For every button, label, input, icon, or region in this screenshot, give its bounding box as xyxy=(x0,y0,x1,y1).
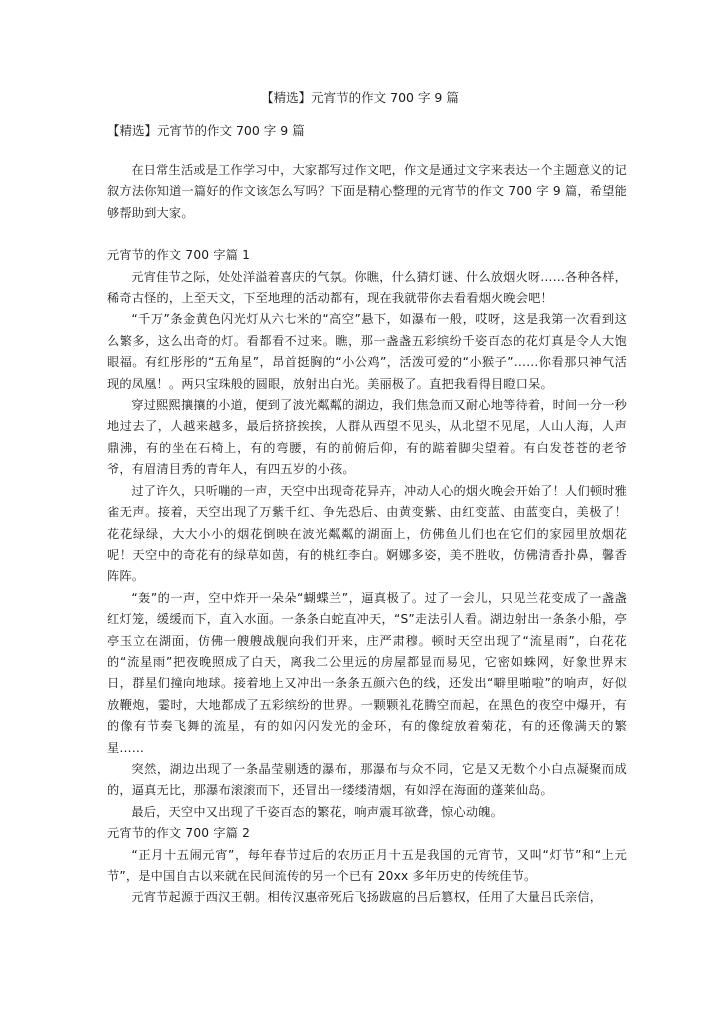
document-title: 【精选】元宵节的作文 700 字 9 篇 xyxy=(261,90,459,105)
essay-2-heading: 元宵节的作文 700 字篇 2 xyxy=(107,826,251,841)
essay-1-paragraph: 元宵佳节之际，处处洋溢着喜庆的气氛。你瞧，什么猜灯谜、什么放烟火呀……各种各样，稀奇古怪的，上至天文，下至地理的活动都有，现在我就带你去看看烟火晚会吧！ xyxy=(107,269,627,306)
essay-1-heading: 元宵节的作文 700 字篇 1 xyxy=(107,248,251,263)
essay-2-paragraph: 元宵节起源于西汉王朝。相传汉惠帝死后飞扬跋扈的吕后篡权，任用了大量吕氏亲信， xyxy=(131,890,603,905)
document-subtitle: 【精选】元宵节的作文 700 字 9 篇 xyxy=(107,123,305,138)
essay-1-paragraph: 穿过熙熙攘攘的小道，便到了波光粼粼的湖边，我们焦急而又耐心地等待着，时间一分一秒地过去了，人越来越多，最后挤挤挨挨，人群从西望不见头，从北望不见尾，人山人海，人声鼎沸，有的坐在石椅上，有的弯腰，有的前俯后仰，有的踮着脚尖望着。有白发苍苍的老爷爷，有眉清目秀的青年人，有四五岁的小孩。 xyxy=(107,398,627,477)
essay-2-paragraph: “正月十五闹元宵”，每年春节过后的农历正月十五是我国的元宵节，又叫“灯节”和“上元节”，是中国自古以来就在民间流传的另一个已有 20xx 多年历史的传统佳节。 xyxy=(107,847,627,883)
essay-1-paragraph: 过了许久，只听嘣的一声，天空中出现奇花异卉，冲动人心的烟火晚会开始了！人们顿时雅雀无声。接着，天空出现了万紫千红、争先恐后、由黄变紫、由红变蓝、由蓝变白，美极了！花花绿绿，大大小小的烟花倒映在波光粼粼的湖面上，仿佛鱼儿们也在它们的家园里放烟花呢！天空中的奇花有的绿草如茵，有的桃红李白。婀娜多姿，美不胜收，仿佛清香扑鼻，馨香阵阵。 xyxy=(107,483,627,584)
essay-1-paragraph: 突然，湖边出现了一条晶莹剔透的瀑布，那瀑布与众不同，它是又无数个小白点凝聚而成的，逼真无比，那瀑布滚滚而下，还冒出一缕缕清烟，有如浮在海面的蓬莱仙岛。 xyxy=(107,761,627,798)
intro-paragraph: 在日常生活或是工作学习中，大家都写过作文吧，作文是通过文字来表达一个主题意义的记叙方法你知道一篇好的作文该怎么写吗？下面是精心整理的元宵节的作文 700 字 9 篇，希望能够帮助到大家。 xyxy=(107,163,627,220)
document-body xyxy=(107,160,627,909)
essay-1-paragraph: “轰”的一声，空中炸开一朵朵“蝴蝶兰”，逼真极了。过了一会儿，只见兰花变成了一盏盏红灯笼，缓缓而下，直入水面。一条条白蛇直冲天，“S”走法引人看。湖边射出一条条小船，亭亭玉立在湖面，仿佛一艘艘战舰向我们开来，庄严肃穆。顿时天空出现了“流星雨”，白花花的“流星雨”把夜晚照成了白天，离我二公里远的房屋都显而易见，它密如蛛网，好象世界末日，群星们撞向地球。接着地上又冲出一条条五颜六色的线，还发出“噼里啪啦”的响声，好似放鞭炮，霎时，大地都成了五彩缤纷的世界。一颗颗礼花腾空而起，在黑色的夜空中爆开，有的像有节奏飞舞的流星，有的如闪闪发光的金环，有的像绽放着菊花，有的还像满天的繁星…… xyxy=(107,590,627,755)
essay-1-paragraph: “千万”条金黄色闪光灯从六七米的“高空”悬下，如瀑布一般，哎呀，这是我第一次看到这么繁多，这么出奇的灯。看都看不过来。瞧，那一盏盏五彩缤纷千姿百态的花灯真是令人大饱眼福。有红彤彤的“五角星”，昂首挺胸的“小公鸡”，活泼可爱的“小猴子”……你看那只神气活现的凤凰！。两只宝珠般的圆眼，放射出白光。美丽极了。直把我看得目瞪口呆。 xyxy=(107,312,627,391)
essay-1-paragraph: 最后，天空中又出现了千姿百态的繁花，响声震耳欲聋，惊心动魄。 xyxy=(131,804,504,819)
